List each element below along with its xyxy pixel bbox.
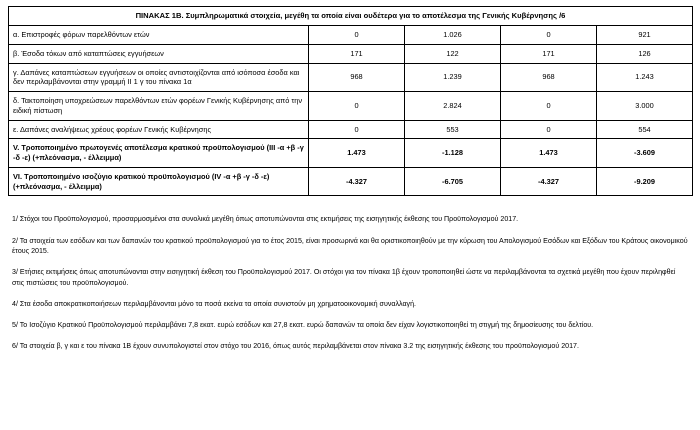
row-value-4: 126 <box>597 44 693 63</box>
footnote-3: 3/ Ετήσιες εκτιμήσεις όπως αποτυπώνονται στην εισηγητική έκθεση του Προϋπολογισμού 2017. Οι στόχοι για τον πίνακα 1β έχουν τροποποιηθεί ώστε να περιλαμβάνονται τα σχετικά μεγέθη που έχουν περιληφθεί στις πιστώσεις του προϋπολογισμού. <box>12 268 676 287</box>
footnotes <box>8 214 692 351</box>
table-body <box>9 7 693 196</box>
row-value-1: 171 <box>309 44 405 63</box>
row-label: α. Επιστροφές φόρων παρελθόντων ετών <box>9 26 309 45</box>
row-value-3: -4.327 <box>501 167 597 196</box>
row-value-4: 3.000 <box>597 92 693 121</box>
row-value-1: 0 <box>309 26 405 45</box>
row-value-3: 968 <box>501 63 597 92</box>
row-value-4: -9.209 <box>597 167 693 196</box>
table-row-total <box>9 167 693 196</box>
table-row <box>9 26 693 45</box>
footnote-5: 5/ Το Ισοζύγιο Κρατικού Προϋπολογισμού περιλαμβάνει 7,8 εκατ. ευρώ εσόδων και 27,8 εκατ. ευρώ δαπανών τα οποία δεν είχαν λογιστικοποιηθεί τη στιγμή της δημοσίευσης του δελτίου. <box>12 321 594 330</box>
row-value-2: 122 <box>405 44 501 63</box>
row-value-2: -6.705 <box>405 167 501 196</box>
row-value-4: 554 <box>597 120 693 139</box>
row-value-1: 0 <box>309 92 405 121</box>
table-row <box>9 120 693 139</box>
table-row-total <box>9 139 693 168</box>
supplementary-data-table <box>8 6 693 196</box>
row-label: VI. Τροποποιημένο ισοζύγιο κρατικού προϋπολογισμού (IV -α +β -γ -δ -ε) (+πλεόνασμα, - έλλειμμα) <box>9 167 309 196</box>
footnote-6: 6/ Τα στοιχεία β, γ και ε του πίνακα 1Β έχουν συνυπολογιστεί στον στόχο του 2016, όπως αυτός περιλαμβάνεται στον πίνακα 3.2 της εισηγητικής έκθεσης του προϋπολογισμού 2017. <box>12 342 579 351</box>
row-label: δ. Τακτοποίηση υποχρεώσεων παρελθόντων ετών φορέων Γενικής Κυβέρνησης από την ειδική πίστωση <box>9 92 309 121</box>
footnote-1: 1/ Στόχοι του Προϋπολογισμού, προσαρμοσμένοι στα συνολικά μεγέθη όπως αποτυπώνονται στις εκτιμήσεις της εισηγητικής έκθεσης του Προϋπολογισμού 2017. <box>12 215 519 224</box>
row-value-4: -3.609 <box>597 139 693 168</box>
row-value-3: 0 <box>501 26 597 45</box>
table-title-row <box>9 7 693 26</box>
row-value-1: -4.327 <box>309 167 405 196</box>
row-value-2: -1.128 <box>405 139 501 168</box>
table-row <box>9 63 693 92</box>
row-value-3: 171 <box>501 44 597 63</box>
row-label: γ. Δαπάνες καταπτώσεων εγγυήσεων οι οποίες αντιστοιχίζονται από ισόποσα έσοδα και δεν περιλαμβάνονται στην γραμμή ΙΙ 1 γ του πίνακα 1α <box>9 63 309 92</box>
row-label: ε. Δαπάνες αναλήψεως χρέους φορέων Γενικής Κυβέρνησης <box>9 120 309 139</box>
row-value-2: 2.824 <box>405 92 501 121</box>
row-value-4: 921 <box>597 26 693 45</box>
row-value-2: 1.026 <box>405 26 501 45</box>
footnote-4: 4/ Στα έσοδα αποκρατικοποιήσεων περιλαμβάνονται μόνο τα ποσά εκείνα τα οποία συνιστούν μη χρηματοοικονομική συναλλαγή. <box>12 299 417 308</box>
row-value-1: 0 <box>309 120 405 139</box>
row-value-3: 0 <box>501 92 597 121</box>
row-value-2: 553 <box>405 120 501 139</box>
row-value-1: 1.473 <box>309 139 405 168</box>
row-label: β. Έσοδα τόκων από καταπτώσεις εγγυήσεων <box>9 44 309 63</box>
row-value-2: 1.239 <box>405 63 501 92</box>
row-value-1: 968 <box>309 63 405 92</box>
table-row <box>9 92 693 121</box>
row-value-4: 1.243 <box>597 63 693 92</box>
row-label: V. Τροποποιημένο πρωτογενές αποτέλεσμα κρατικού προϋπολογισμού (ΙΙΙ -α +β -γ -δ -ε) (+πλεόνασμα, - έλλειμμα) <box>9 139 309 168</box>
footnote-2: 2/ Τα στοιχεία των εσόδων και των δαπανών του κρατικού προϋπολογισμού για το έτος 2015, είναι προσωρινά και θα οριστικοποιηθούν με την κύρωση του Απολογισμού Εσόδων και Εξόδων του Κράτους οικονομικού έτους 2015. <box>12 236 688 255</box>
table-title: ΠΙΝΑΚΑΣ 1Β. Συμπληρωματικά στοιχεία, μεγέθη τα οποία είναι ουδέτερα για το αποτέλεσμα της Γενικής Κυβέρνησης /6 <box>9 7 693 26</box>
row-value-3: 1.473 <box>501 139 597 168</box>
table-row <box>9 44 693 63</box>
row-value-3: 0 <box>501 120 597 139</box>
